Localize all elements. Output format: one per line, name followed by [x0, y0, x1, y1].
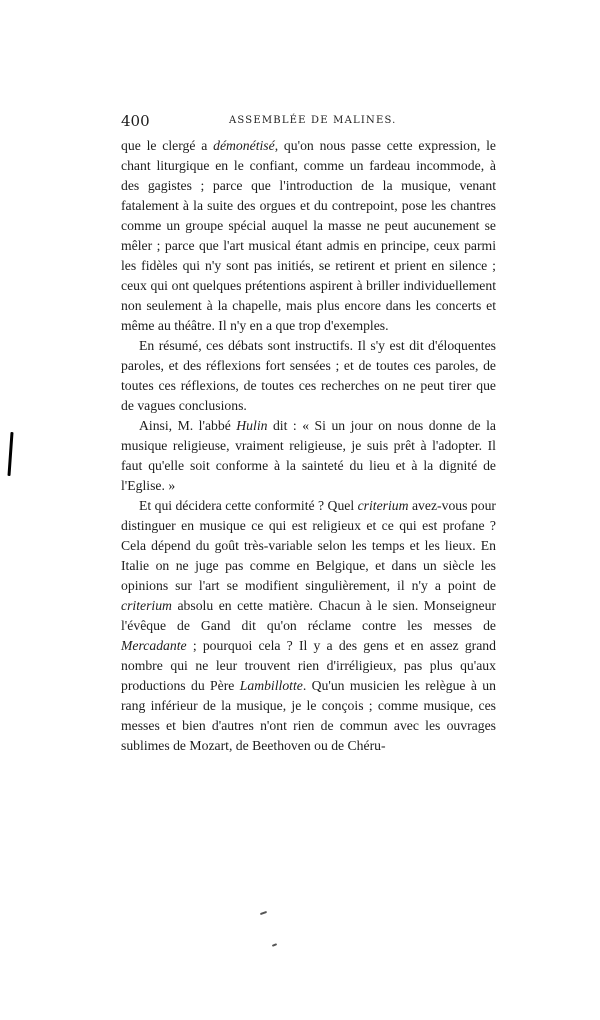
paragraph [121, 336, 496, 416]
paragraph [121, 496, 496, 756]
italic-text: démonétisé [213, 138, 275, 153]
paragraph [121, 136, 496, 336]
body-text [121, 136, 496, 756]
paragraph [121, 416, 496, 496]
text-run: En résumé, ces débats sont instructifs. Il s'y est dit d'éloquentes paroles, et des réflexions fort sensées ; et de toutes ces paroles, de toutes ces réflexions, de toutes ces recherches on ne peut tirer que de vagues conclusions. [121, 338, 496, 413]
ink-speck [272, 943, 277, 947]
text-run: dit : « Si un jour on nous donne de la musique religieuse, vraiment religieuse, je suis prêt à l'adopter. Il faut qu'elle soit conforme à la sainteté du lieu et à la dignité de l'Eglise. » [121, 418, 496, 493]
page-number: 400 [121, 112, 150, 130]
page-header [121, 112, 496, 132]
margin-mark [7, 432, 13, 476]
text-run: Et qui décidera cette conformité ? Quel [139, 498, 358, 513]
italic-text: criterium [121, 598, 172, 613]
text-run: que le clergé a [121, 138, 214, 153]
text-run: , qu'on nous passe cette expression, le chant liturgique en le confiant, comme un fardeau incommode, à des gagistes ; parce que l'introduction de la musique, venant fatalement à la suite des orgues et du contrepoint, pose les chantres comme un groupe spécial auquel la masse ne peut aucunement se mêler ; parce que l'art musical étant admis en principe, ceux parmi les fidèles qui n'y sont pas initiés, se retirent et prient en silence ; ceux qui ont quelques prétentions aspirent à briller individuellement non seulement à la chapelle, mais plus encore dans les concerts et même au théâtre. Il n'y en a que trop d'exemples. [121, 138, 496, 333]
running-head: ASSEMBLÉE DE MALINES. [229, 115, 397, 126]
text-run: absolu en cette matière. Chacun à le sien. Monseigneur l'évêque de Gand dit qu'on réclame contre les messes de [121, 598, 496, 633]
italic-text: Lambillotte [239, 678, 303, 693]
text-run: avez-vous pour distinguer en musique ce qui est religieux et ce qui est profane ? Cela dépend du goût très-variable selon les temps et les lieux. En Italie on ne juge pas comme en Belgique, et dans un siècle les opinions sur l'art se modifient singulièrement, il n'y a point de [121, 498, 496, 593]
italic-text: criterium [357, 498, 409, 513]
ink-speck [260, 911, 267, 915]
italic-text: Mercadante [121, 638, 187, 653]
text-run: ; pourquoi cela ? Il y a des gens et en assez grand nombre qui ne leur trouvent rien d'irréligieux, pas plus qu'aux productions du Père [121, 638, 496, 693]
text-run: . Qu'un musicien les relègue à un rang inférieur de la musique, je le conçois ; comme musique, ces messes et bien d'autres n'ont rien de commun avec les ouvrages sublimes de Mozart, de Beethoven ou de Chéru- [121, 678, 496, 753]
italic-text: Hulin [236, 418, 268, 433]
text-run: Ainsi, M. l'abbé [139, 418, 237, 433]
